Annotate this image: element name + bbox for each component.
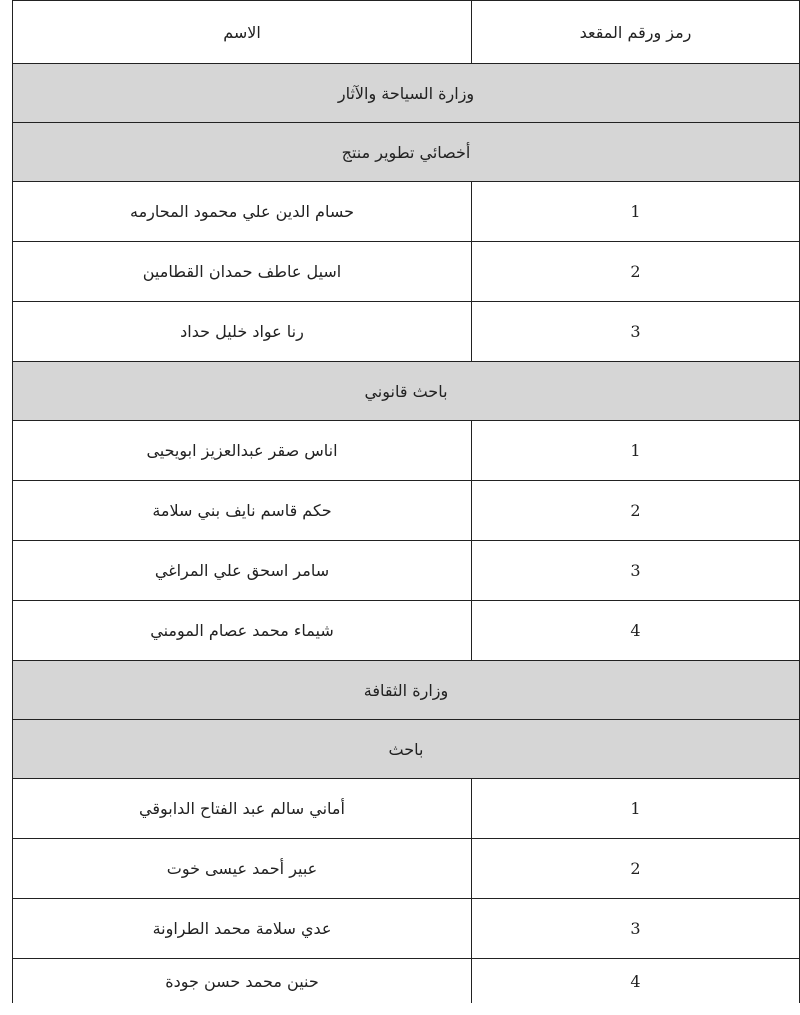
candidate-name: حسام الدين علي محمود المحارمه — [13, 182, 472, 242]
section-label: باحث — [13, 720, 800, 779]
seat-number: 1 — [472, 779, 800, 839]
seat-column-header: رمز ورقم المقعد — [472, 1, 800, 64]
seat-number: 2 — [472, 242, 800, 302]
section-label: وزارة السياحة والآثار — [13, 64, 800, 123]
table-row — [13, 242, 800, 302]
table-row — [13, 839, 800, 899]
table-row — [13, 959, 800, 1004]
candidate-name: حكم قاسم نايف بني سلامة — [13, 481, 472, 541]
section-label: باحث قانوني — [13, 362, 800, 421]
section-row — [13, 720, 800, 779]
candidate-name: عبير أحمد عيسى خوت — [13, 839, 472, 899]
seat-table — [12, 0, 800, 1003]
seat-number: 4 — [472, 601, 800, 661]
candidate-name: سامر اسحق علي المراغي — [13, 541, 472, 601]
seat-number: 1 — [472, 421, 800, 481]
table-body — [13, 64, 800, 1004]
candidate-name: اسيل عاطف حمدان القطامين — [13, 242, 472, 302]
seat-number: 2 — [472, 839, 800, 899]
section-row — [13, 362, 800, 421]
table-row — [13, 601, 800, 661]
table-row — [13, 302, 800, 362]
seat-number: 4 — [472, 959, 800, 1004]
table-row — [13, 899, 800, 959]
section-row — [13, 123, 800, 182]
header-row — [13, 1, 800, 64]
seat-number: 3 — [472, 541, 800, 601]
table-row — [13, 421, 800, 481]
table-row — [13, 541, 800, 601]
seat-number: 3 — [472, 899, 800, 959]
section-label: أخصائي تطوير منتج — [13, 123, 800, 182]
candidate-name: شيماء محمد عصام المومني — [13, 601, 472, 661]
candidate-name: أماني سالم عبد الفتاح الدابوقي — [13, 779, 472, 839]
candidate-name: حنين محمد حسن جودة — [13, 959, 472, 1004]
seat-number: 3 — [472, 302, 800, 362]
candidate-name: اناس صقر عبدالعزيز ابويحيى — [13, 421, 472, 481]
name-column-header: الاسم — [13, 1, 472, 64]
section-row — [13, 64, 800, 123]
table-row — [13, 182, 800, 242]
seat-number: 1 — [472, 182, 800, 242]
section-label: وزارة الثقافة — [13, 661, 800, 720]
candidate-name: رنا عواد خليل حداد — [13, 302, 472, 362]
table-row — [13, 481, 800, 541]
candidate-name: عدي سلامة محمد الطراونة — [13, 899, 472, 959]
seat-number: 2 — [472, 481, 800, 541]
section-row — [13, 661, 800, 720]
table-row — [13, 779, 800, 839]
